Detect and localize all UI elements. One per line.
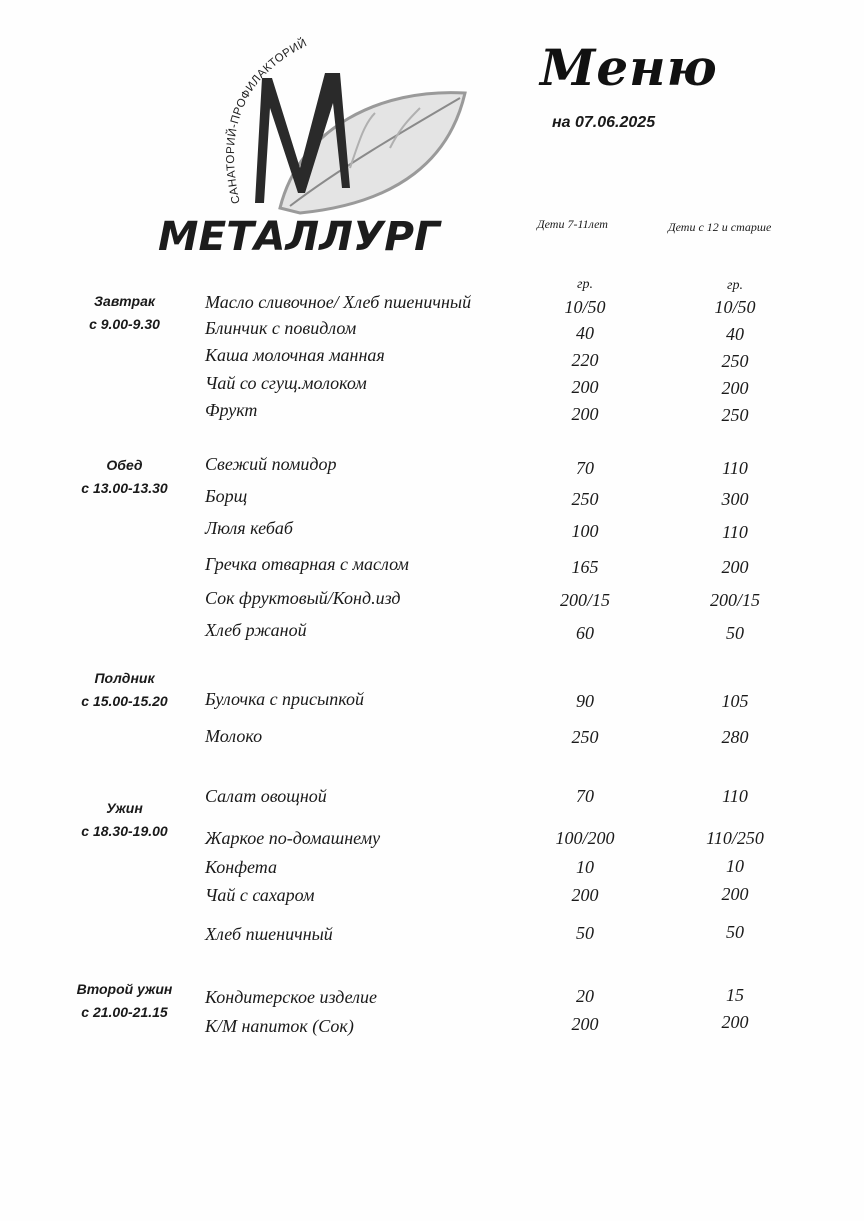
dish-name: Молоко xyxy=(205,726,263,746)
qty-young: 250 xyxy=(571,489,599,509)
dish-name: Свежий помидор xyxy=(205,454,337,474)
qty-young: 165 xyxy=(571,557,599,577)
meal-name: Ужин xyxy=(106,800,143,816)
dish-name: Люля кебаб xyxy=(205,518,293,538)
dish-name: Сок фруктовый/Конд.изд xyxy=(205,588,401,608)
meal-name: Полдник xyxy=(94,670,155,686)
dish-name: Масло сливочное/ Хлеб пшеничный xyxy=(205,292,472,312)
qty-older: 200 xyxy=(721,378,749,398)
qty-older: 40 xyxy=(726,324,744,344)
qty-young: 10 xyxy=(576,857,594,877)
qty-older: 300 xyxy=(721,489,749,509)
dish-name: Хлеб пшеничный xyxy=(205,924,333,944)
qty-young: 50 xyxy=(576,923,594,943)
logo-name: МЕТАЛЛУРГ xyxy=(158,214,443,258)
menu-date: на 07.06.2025 xyxy=(552,114,656,131)
page-title: Меню xyxy=(540,38,718,97)
qty-older: 250 xyxy=(721,351,749,371)
dish-name: Жаркое по-домашнему xyxy=(205,828,381,848)
qty-young: 220 xyxy=(571,350,599,370)
qty-older: 10 xyxy=(726,856,744,876)
dish-name: Фрукт xyxy=(205,400,258,420)
dish-name: Гречка отварная с маслом xyxy=(205,554,409,574)
qty-older: 110/250 xyxy=(706,828,764,848)
dish-name: Чай с сахаром xyxy=(205,885,315,905)
qty-young: 200 xyxy=(571,377,599,397)
logo-arc-text: САНАТОРИЙ-ПРОФИЛАКТОРИЙ xyxy=(224,36,310,205)
meal-dinner xyxy=(62,797,187,843)
dish-name: К/М напиток (Сок) xyxy=(205,1016,354,1036)
meal-time: с 13.00-13.30 xyxy=(81,480,168,496)
qty-older: 200 xyxy=(721,557,749,577)
dish-name: Хлеб ржаной xyxy=(205,620,307,640)
qty-older: 110 xyxy=(722,522,748,542)
column-header-older: Дети с 12 и старше xyxy=(668,220,772,234)
meal-lunch xyxy=(62,454,187,500)
qty-older: 10/50 xyxy=(714,297,756,317)
meal-name: Обед xyxy=(106,457,143,473)
meal-time: с 15.00-15.20 xyxy=(81,693,168,709)
qty-older: 280 xyxy=(721,727,749,747)
qty-young: 90 xyxy=(576,691,594,711)
sanatorium-logo xyxy=(150,18,480,258)
dish-name: Конфета xyxy=(205,857,277,877)
unit-label-young: гр. xyxy=(577,277,593,292)
qty-older: 200 xyxy=(721,884,749,904)
qty-young: 70 xyxy=(576,786,594,806)
dish-name: Чай со сгущ.молоком xyxy=(205,373,367,393)
meal-time: с 18.30-19.00 xyxy=(81,823,168,839)
qty-young: 200/15 xyxy=(559,590,610,610)
meal-afternoon-snack xyxy=(62,667,187,713)
qty-young: 100/200 xyxy=(555,828,615,848)
qty-young: 200 xyxy=(571,885,599,905)
qty-young: 100 xyxy=(571,521,599,541)
qty-older: 50 xyxy=(726,623,744,643)
dish-name: Булочка с присыпкой xyxy=(205,689,364,709)
dish-name: Борщ xyxy=(205,486,248,506)
dish-name: Салат овощной xyxy=(205,786,327,806)
qty-older: 110 xyxy=(722,786,748,806)
qty-older: 105 xyxy=(721,691,749,711)
dish-name: Блинчик с повидлом xyxy=(205,318,357,338)
qty-older: 200/15 xyxy=(709,590,760,610)
qty-young: 40 xyxy=(576,323,594,343)
qty-young: 250 xyxy=(571,727,599,747)
qty-young: 60 xyxy=(576,623,594,643)
qty-young: 70 xyxy=(576,458,594,478)
qty-older: 110 xyxy=(722,458,748,478)
unit-label-older: гр. xyxy=(727,278,743,293)
meal-name: Второй ужин xyxy=(76,981,173,997)
dish-name: Каша молочная манная xyxy=(205,345,385,365)
column-header-young: Дети 7-11лет xyxy=(537,217,608,231)
meal-time: с 21.00-21.15 xyxy=(81,1004,168,1020)
qty-young: 200 xyxy=(571,404,599,424)
qty-older: 250 xyxy=(721,405,749,425)
qty-older: 50 xyxy=(726,922,744,942)
meal-second-dinner xyxy=(62,978,187,1024)
meal-breakfast xyxy=(62,290,187,336)
qty-young: 200 xyxy=(571,1014,599,1034)
qty-older: 15 xyxy=(726,985,744,1005)
dish-name: Кондитерское изделие xyxy=(205,987,377,1007)
qty-young: 10/50 xyxy=(564,297,606,317)
meal-time: с 9.00-9.30 xyxy=(89,316,160,332)
qty-young: 20 xyxy=(576,986,594,1006)
meal-name: Завтрак xyxy=(94,293,155,309)
qty-older: 200 xyxy=(721,1012,749,1032)
